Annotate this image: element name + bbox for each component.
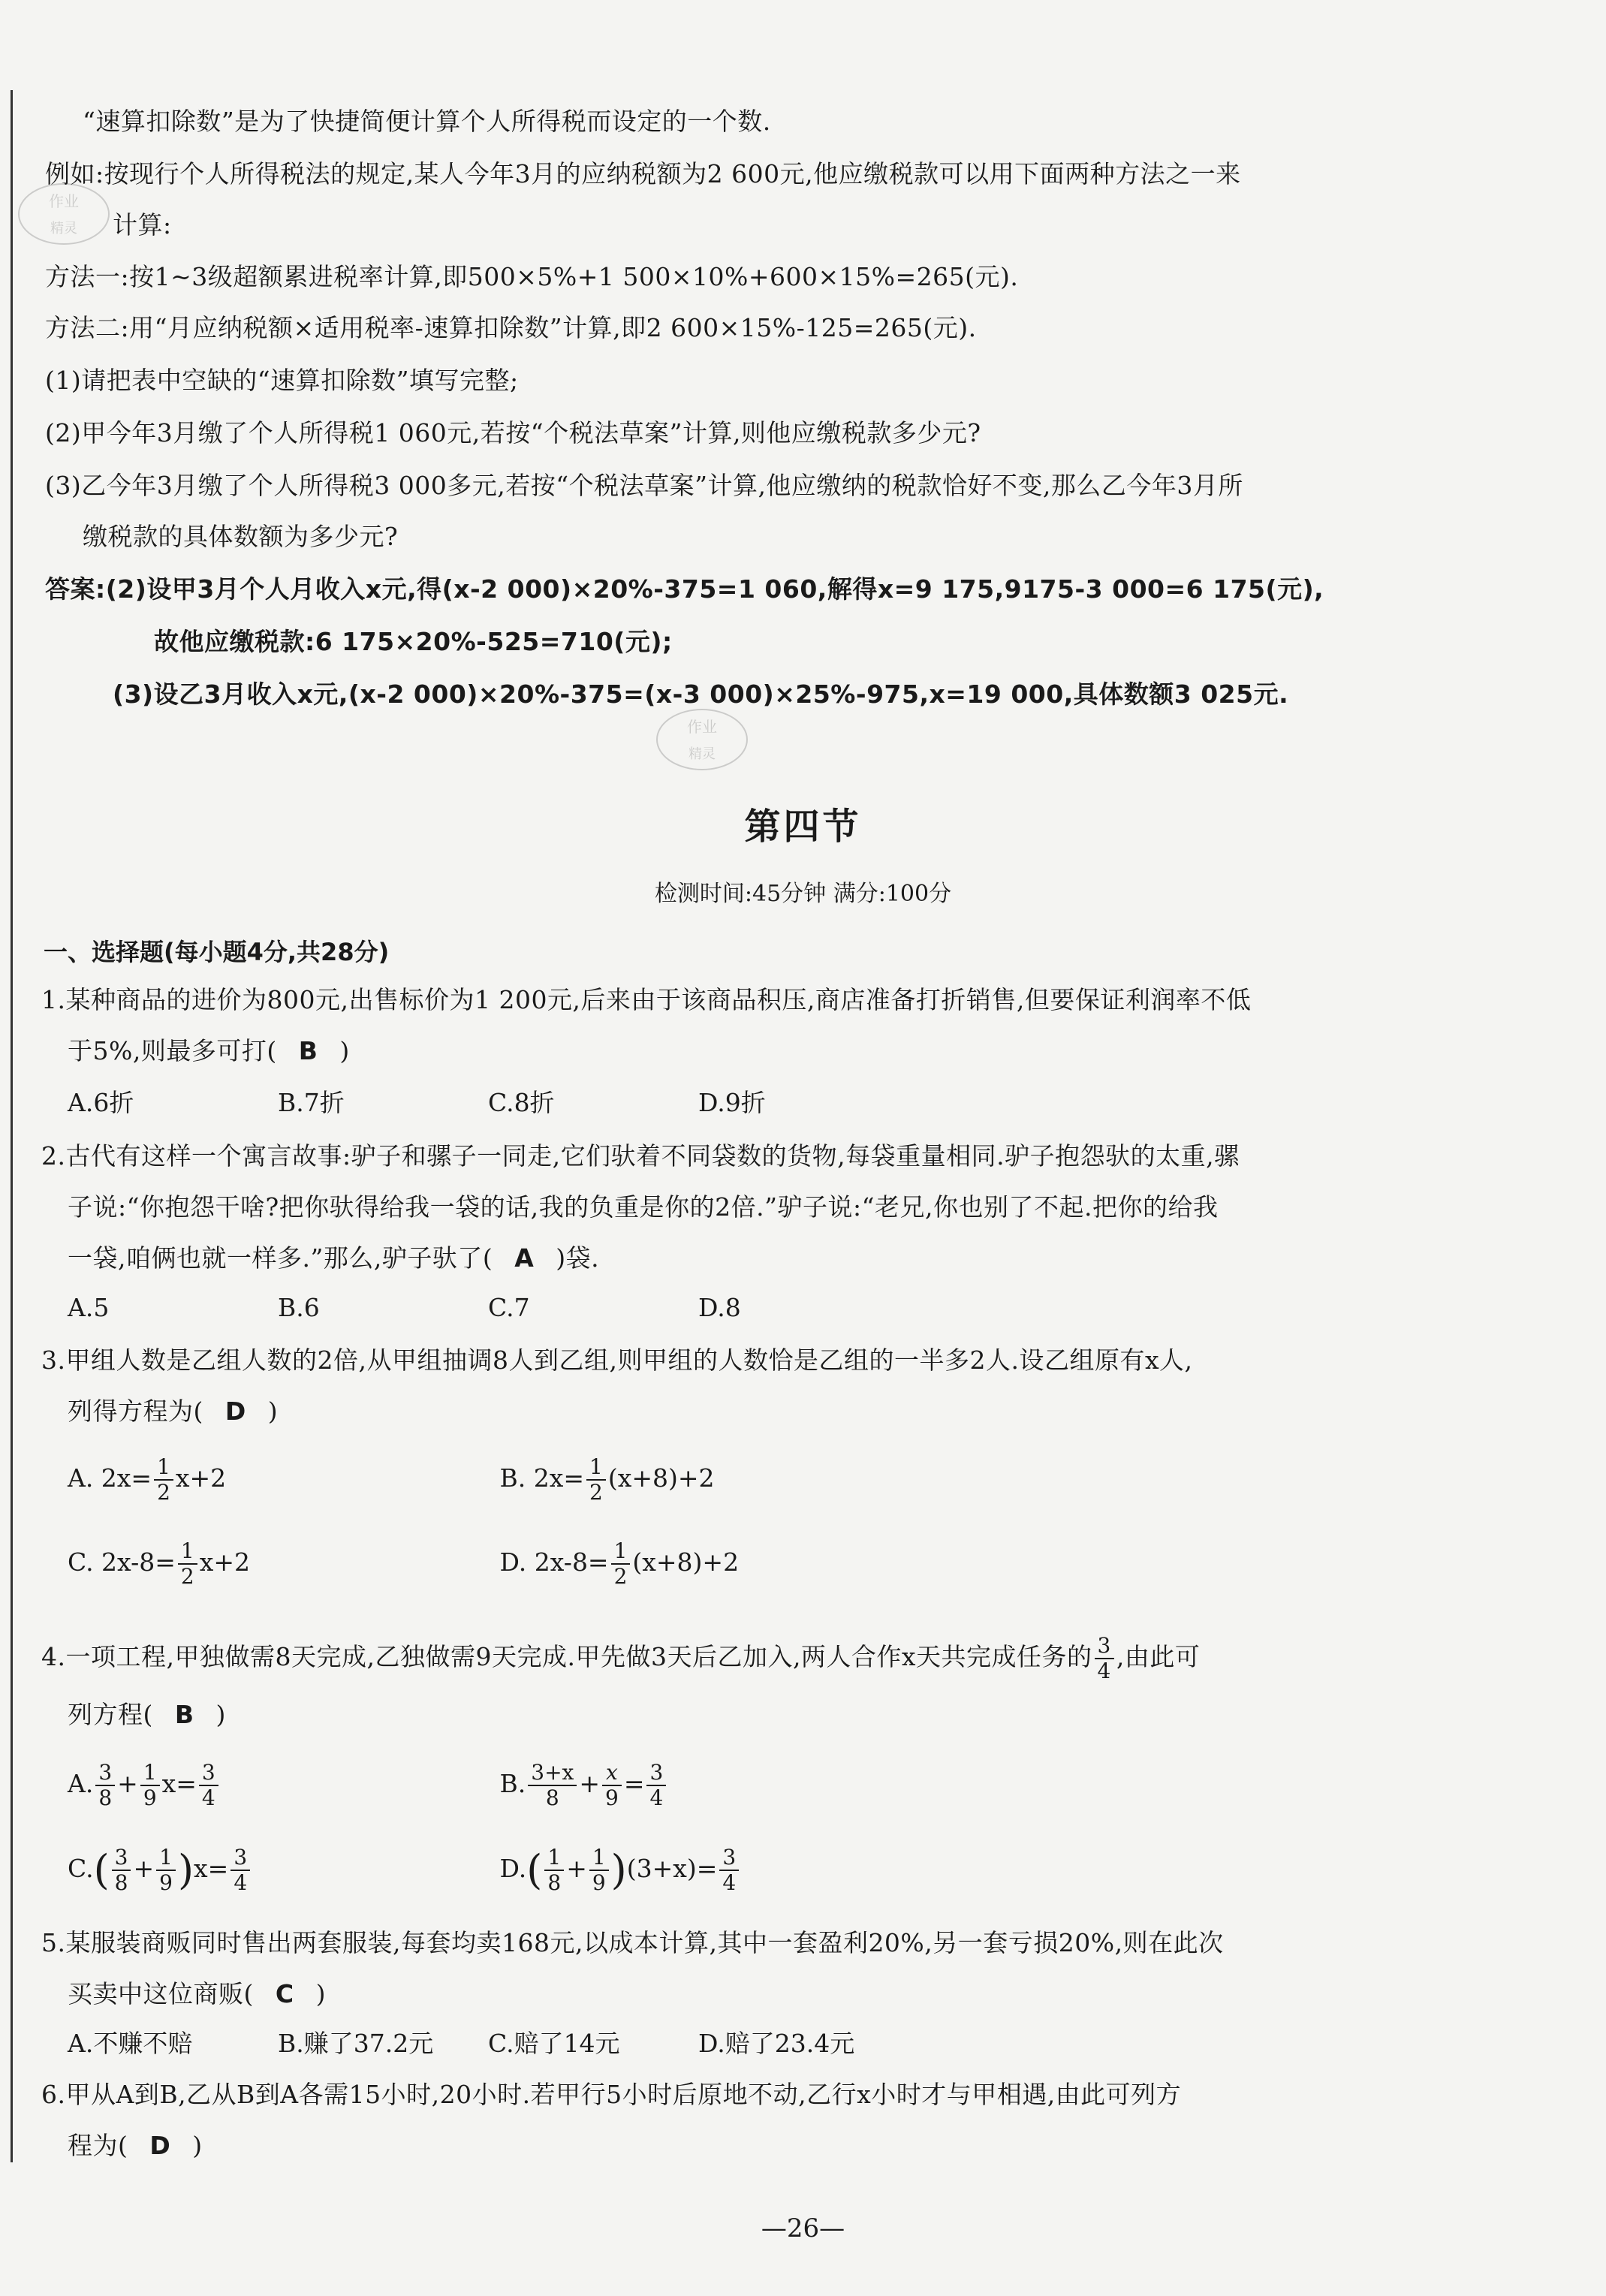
fraction-numerator: 1 [140,1761,160,1786]
answer-part-3: (3)设乙3月收入x元,(x-2 000)×20%-375=(x-3 000)×25%-975,x=19 000,具体数额3 025元. [113,679,1289,709]
q2-option-b: B.6 [278,1293,320,1322]
question-part-1: (1)请把表中空缺的“速算扣除数”填写完整; [45,366,519,395]
fraction [156,1846,176,1895]
q4-option-d-tail: (3+x)= [626,1854,718,1883]
x-equals: x= [161,1769,197,1798]
page-number: —26— [761,2213,845,2243]
fraction [719,1846,739,1895]
q5-options [68,2027,854,2060]
fraction-denominator: 2 [613,1564,628,1589]
q3-answer: D [224,1397,246,1426]
stamp-top-text: 作业 [49,192,79,210]
fraction-denominator: 9 [159,1870,173,1895]
fraction [589,1846,609,1895]
fraction-numerator: 1 [611,1539,631,1565]
q5-option-c: C.赔了14元 [488,2029,620,2058]
section-heading: 一、选择题(每小题4分,共28分) [44,938,390,966]
q5-option-d: D.赔了23.4元 [698,2029,855,2058]
option-label: A. [68,1769,94,1798]
fraction-denominator: 2 [180,1564,194,1589]
fraction-denominator: 4 [1097,1659,1111,1683]
q3-option-d-rhs: (x+8)+2 [632,1547,740,1577]
q1-paren-close: ) [339,1036,350,1065]
fraction-numerator: 3+x [528,1761,577,1786]
intro-line-3: 计算: [113,210,172,240]
question-part-2: (2)甲今年3月缴了个人所得税1 060元,若按“个税法草案”计算,则他应缴税款多少元? [45,418,981,447]
q1-line-1: 1.某种商品的进价为800元,出售标价为1 200元,后来由于该商品积压,商店准备打折销售,但要保证利润率不低 [41,985,1252,1014]
q4-option-a [68,1761,492,1810]
method-two: 方法二:用“月应纳税额×适用税率-速算扣除数”计算,即2 600×15%-125=265(元). [45,313,977,342]
q4-options-row-2 [68,1846,741,1895]
fraction [231,1846,250,1895]
q3-option-d-lhs: D. 2x-8= [499,1547,609,1577]
fraction [154,1455,173,1505]
stamp-bottom-text: 精灵 [689,746,716,762]
option-label: B. [499,1769,526,1798]
q1-option-a: A.6折 [68,1088,134,1117]
fraction [95,1761,115,1810]
fraction [586,1455,606,1505]
q2-option-a: A.5 [68,1293,110,1322]
q5-option-b: B.赚了37.2元 [278,2029,434,2058]
q1-stem-end: 于5%,则最多可打( [68,1036,277,1065]
intro-line-1: “速算扣除数”是为了快捷简便计算个人所得税而设定的一个数. [83,107,771,136]
fraction-denominator: 8 [98,1785,113,1810]
stamp-top-text: 作业 [687,718,717,736]
answer-part-2b: 故他应缴税款:6 175×20%-525=710(元); [154,627,673,656]
fraction-numerator: 3 [646,1761,666,1786]
q6-answer: D [149,2131,171,2160]
fraction-denominator: 4 [234,1870,248,1895]
q3-option-c-rhs: x+2 [199,1547,250,1577]
fraction [544,1846,564,1895]
fraction-denominator: 9 [592,1870,606,1895]
paren-right: ) [177,1846,194,1894]
q5-line-2 [68,1978,326,2011]
q6-paren-close: ) [192,2131,203,2160]
paren-left: ( [93,1846,110,1894]
q4-option-b [500,1761,669,1810]
q1-answer: B [298,1036,318,1065]
watermark-stamp-icon [653,706,751,773]
q3-option-d [500,1539,740,1589]
q2-stem-end: 一袋,咱俩也就一样多.”那么,驴子驮了( [68,1243,493,1273]
fraction-numerator: 3 [1095,1634,1114,1659]
q3-option-c-lhs: C. 2x-8= [68,1547,176,1577]
fraction-denominator: 8 [547,1870,562,1895]
q4-options-row-1 [68,1761,668,1810]
q4-option-d [500,1846,742,1895]
paren-left: ( [526,1846,543,1894]
q4-stem-tail: ,由此可 [1116,1642,1201,1671]
fraction-numerator: 3 [95,1761,115,1786]
fraction [611,1539,631,1589]
paren-right: ) [610,1846,627,1894]
fraction-numerator: 3 [199,1761,218,1786]
q3-option-b-lhs: B. 2x= [499,1463,584,1493]
fraction-denominator: 4 [722,1870,737,1895]
q5-answer: C [275,1979,294,2008]
question-part-3b: 缴税款的具体数额为多少元? [83,522,399,551]
q1-options [68,1086,766,1119]
fraction [646,1761,666,1810]
q1-option-b: B.7折 [278,1088,345,1117]
q3-option-c [68,1539,492,1589]
fraction-numerator: 3 [719,1846,739,1871]
fraction [602,1761,622,1810]
plus-sign: + [566,1854,587,1883]
q3-option-b [500,1455,715,1505]
q5-option-a: A.不赚不赔 [68,2029,193,2058]
option-label: C. [68,1854,94,1883]
q4-line-2 [68,1698,226,1731]
fraction-denominator: 8 [545,1785,559,1810]
q6-stem-end: 程为( [68,2131,128,2160]
fraction-numerator: 3 [231,1846,250,1871]
fraction [199,1761,218,1810]
fraction [1095,1634,1114,1683]
fraction-denominator: 8 [114,1870,128,1895]
q1-line-2 [68,1035,350,1068]
q5-stem-end: 买卖中这位商贩( [68,1979,254,2008]
question-part-3a: (3)乙今年3月缴了个人所得税3 000多元,若按“个税法草案”计算,他应缴纳的税款恰好不变,那么乙今年3月所 [45,471,1243,500]
q4-line-1 [41,1634,1200,1683]
answer-part-2a: 答案:(2)设甲3月个人月收入x元,得(x-2 000)×20%-375=1 060,解得x=9 175,9175-3 000=6 175(元), [45,574,1324,604]
q4-answer: B [174,1700,194,1729]
fraction-denominator: 4 [649,1785,664,1810]
q6-line-2 [68,2129,203,2162]
plus-sign: + [579,1769,600,1798]
q6-line-1: 6.甲从A到B,乙从B到A各需15小时,20小时.若甲行5小时后原地不动,乙行x小时才与甲相遇,由此可列方 [41,2080,1182,2109]
q2-option-c: C.7 [488,1293,530,1322]
left-margin-line [11,90,13,2162]
fraction [140,1761,160,1810]
plus-sign: + [133,1854,155,1883]
fraction-numerator: 1 [589,1846,609,1871]
test-info: 检测时间:45分钟 满分:100分 [654,881,952,907]
fraction [528,1761,577,1810]
q3-line-2 [68,1395,278,1428]
fraction-numerator: 3 [112,1846,131,1871]
q3-paren-close: ) [267,1397,279,1426]
option-label: D. [499,1854,527,1883]
intro-line-2: 例如:按现行个人所得税法的规定,某人今年3月的应纳税额为2 600元,他应缴税款可以用下面两种方法之一来 [45,159,1241,188]
fraction-numerator: x [602,1761,622,1786]
fraction-numerator: 1 [178,1539,197,1565]
fraction-numerator: 1 [586,1455,606,1481]
fraction [178,1539,197,1589]
q3-line-1: 3.甲组人数是乙组人数的2倍,从甲组抽调8人到乙组,则甲组的人数恰是乙组的一半多2人.设乙组原有x人, [41,1345,1193,1375]
q3-options-row-1 [68,1455,714,1505]
fraction-denominator: 9 [143,1785,157,1810]
q5-paren-close: ) [315,1979,326,2008]
q2-paren-close: )袋. [556,1243,600,1273]
q2-options [68,1291,741,1324]
q3-option-a-lhs: A. 2x= [68,1463,152,1493]
q3-option-a [68,1455,492,1505]
x-equals: x= [194,1854,229,1883]
q3-option-b-rhs: (x+8)+2 [607,1463,715,1493]
q2-option-d: D.8 [698,1293,741,1322]
fraction-numerator: 1 [544,1846,564,1871]
q4-option-c [68,1846,492,1895]
q5-line-1: 5.某服装商贩同时售出两套服装,每套均卖168元,以成本计算,其中一套盈利20%,另一套亏损20%,则在此次 [41,1928,1224,1957]
q1-option-c: C.8折 [488,1088,555,1117]
q2-line-1: 2.古代有这样一个寓言故事:驴子和骡子一同走,它们驮着不同袋数的货物,每袋重量相同.驴子抱怨驮的太重,骡 [41,1141,1240,1171]
method-one: 方法一:按1~3级超额累进税率计算,即500×5%+1 500×10%+600×15%=265(元). [45,262,1019,291]
q3-stem-end: 列得方程为( [68,1397,203,1426]
stamp-bottom-text: 精灵 [50,221,77,237]
q3-option-a-rhs: x+2 [175,1463,227,1493]
fraction [112,1846,131,1895]
fraction-denominator: 2 [589,1480,603,1505]
section-title: 第四节 [744,806,862,848]
fraction-numerator: 1 [156,1846,176,1871]
fraction-denominator: 9 [604,1785,619,1810]
q1-option-d: D.9折 [698,1088,766,1117]
q2-line-2: 子说:“你抱怨干啥?把你驮得给我一袋的话,我的负重是你的2倍.”驴子说:“老兄,你也别了不起.把你的给我 [68,1192,1219,1222]
q3-options-row-2 [68,1539,739,1589]
q2-line-3 [68,1242,599,1275]
equals-sign: = [623,1769,645,1798]
q4-stem-end: 列方程( [68,1700,153,1729]
fraction-denominator: 4 [201,1785,215,1810]
q2-answer: A [514,1243,535,1273]
q4-paren-close: ) [215,1700,226,1729]
q4-stem: 4.一项工程,甲独做需8天完成,乙独做需9天完成.甲先做3天后乙加入,两人合作x天共完成任务的 [41,1642,1092,1671]
plus-sign: + [117,1769,138,1798]
fraction-numerator: 1 [154,1455,173,1481]
fraction-denominator: 2 [157,1480,170,1505]
